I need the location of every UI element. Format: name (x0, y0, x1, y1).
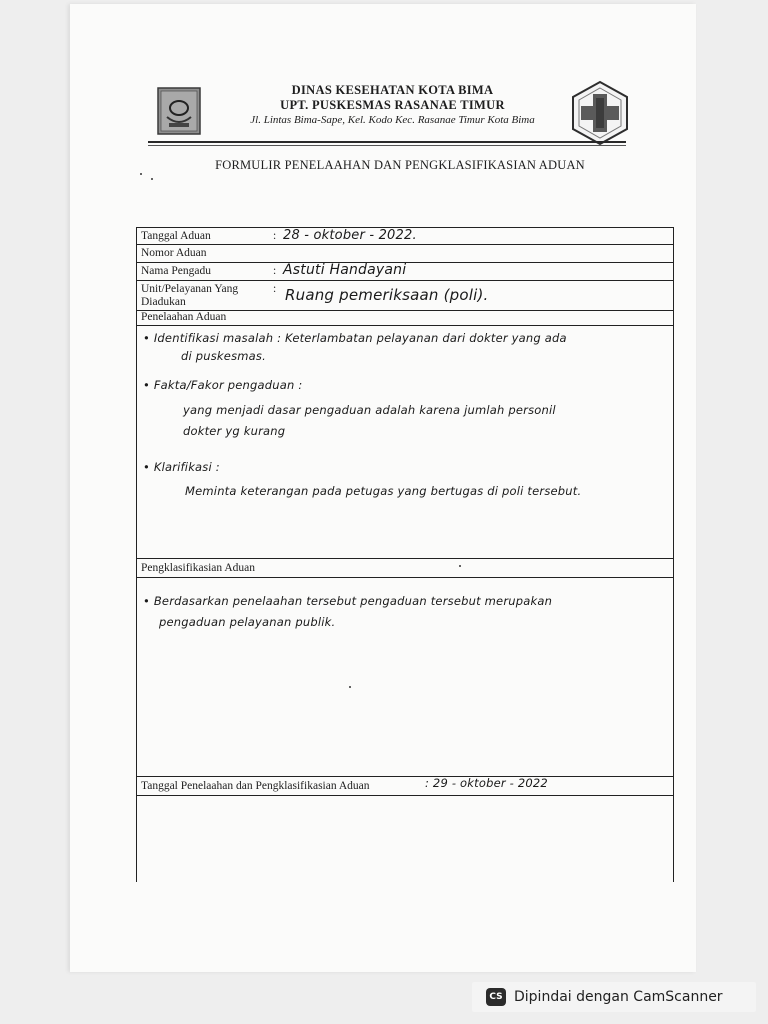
agency-address: Jl. Lintas Bima-Sape, Kel. Kodo Kec. Rasanae Timur Kota Bima (250, 114, 535, 126)
scan-speck (349, 686, 351, 688)
scan-speck (140, 173, 142, 175)
camscanner-logo-icon: CS (486, 988, 506, 1006)
nama-pengadu-value: Astuti Handayani (283, 262, 407, 278)
penelaahan-line: • Fakta/Fakor pengaduan : (143, 378, 303, 392)
field-colon: : (273, 265, 277, 277)
penelaahan-line: dokter yg kurang (183, 424, 286, 438)
penelaahan-line: Meminta keterangan pada petugas yang bertugas di poli tersebut. (185, 484, 582, 498)
unit-name: UPT. PUSKESMAS RASANAE TIMUR (280, 98, 505, 112)
unit-label-line1: Unit/Pelayanan Yang (141, 283, 239, 295)
scanner-watermark-text: Dipindai dengan CamScanner (514, 989, 723, 1005)
penelaahan-line: yang menjadi dasar pengaduan adalah karena jumlah personil (183, 403, 556, 417)
tanggal-penelaahan-value: : 29 - oktober - 2022 (425, 776, 548, 790)
health-cross-logo-icon (570, 80, 630, 146)
unit-value: Ruang pemeriksaan (poli). (285, 286, 489, 304)
scan-speck (151, 178, 153, 180)
klasifikasi-line: pengaduan pelayanan publik. (159, 615, 336, 629)
complaint-form-table (136, 227, 674, 882)
scan-speck (459, 565, 461, 567)
klasifikasi-line: • Berdasarkan penelaahan tersebut pengaduan tersebut merupakan (143, 594, 553, 608)
letterhead-rule-thin (148, 145, 626, 146)
row-divider (137, 795, 673, 796)
nomor-aduan-label: Nomor Aduan (141, 247, 207, 259)
nama-pengadu-label: Nama Pengadu (141, 265, 211, 277)
row-divider (137, 577, 673, 578)
city-emblem-icon (157, 87, 201, 135)
agency-name: DINAS KESEHATAN KOTA BIMA (291, 83, 494, 97)
penelaahan-label: Penelaahan Aduan (141, 311, 227, 323)
tanggal-aduan-value: 28 - oktober - 2022. (283, 228, 417, 243)
scanner-watermark (472, 982, 756, 1012)
penelaahan-line: • Klarifikasi : (143, 460, 220, 474)
row-divider (137, 244, 673, 245)
unit-label-line2: Diadukan (141, 296, 186, 308)
klasifikasi-label: Pengklasifikasian Aduan (141, 562, 256, 574)
field-colon: : (273, 283, 277, 295)
section-divider (137, 558, 673, 559)
row-divider (137, 325, 673, 326)
penelaahan-line: di puskesmas. (181, 349, 266, 363)
penelaahan-line: • Identifikasi masalah : Keterlambatan pelayanan dari dokter yang ada (143, 331, 567, 345)
letterhead-rule (148, 141, 626, 143)
tanggal-penelaahan-label: Tanggal Penelaahan dan Pengklasifikasian Aduan (141, 780, 370, 792)
form-title: FORMULIR PENELAAHAN DAN PENGKLASIFIKASIAN ADUAN (215, 158, 585, 172)
row-divider (137, 280, 673, 281)
field-colon: : (273, 230, 277, 242)
tanggal-aduan-label: Tanggal Aduan (141, 230, 211, 242)
section-divider (137, 776, 673, 777)
